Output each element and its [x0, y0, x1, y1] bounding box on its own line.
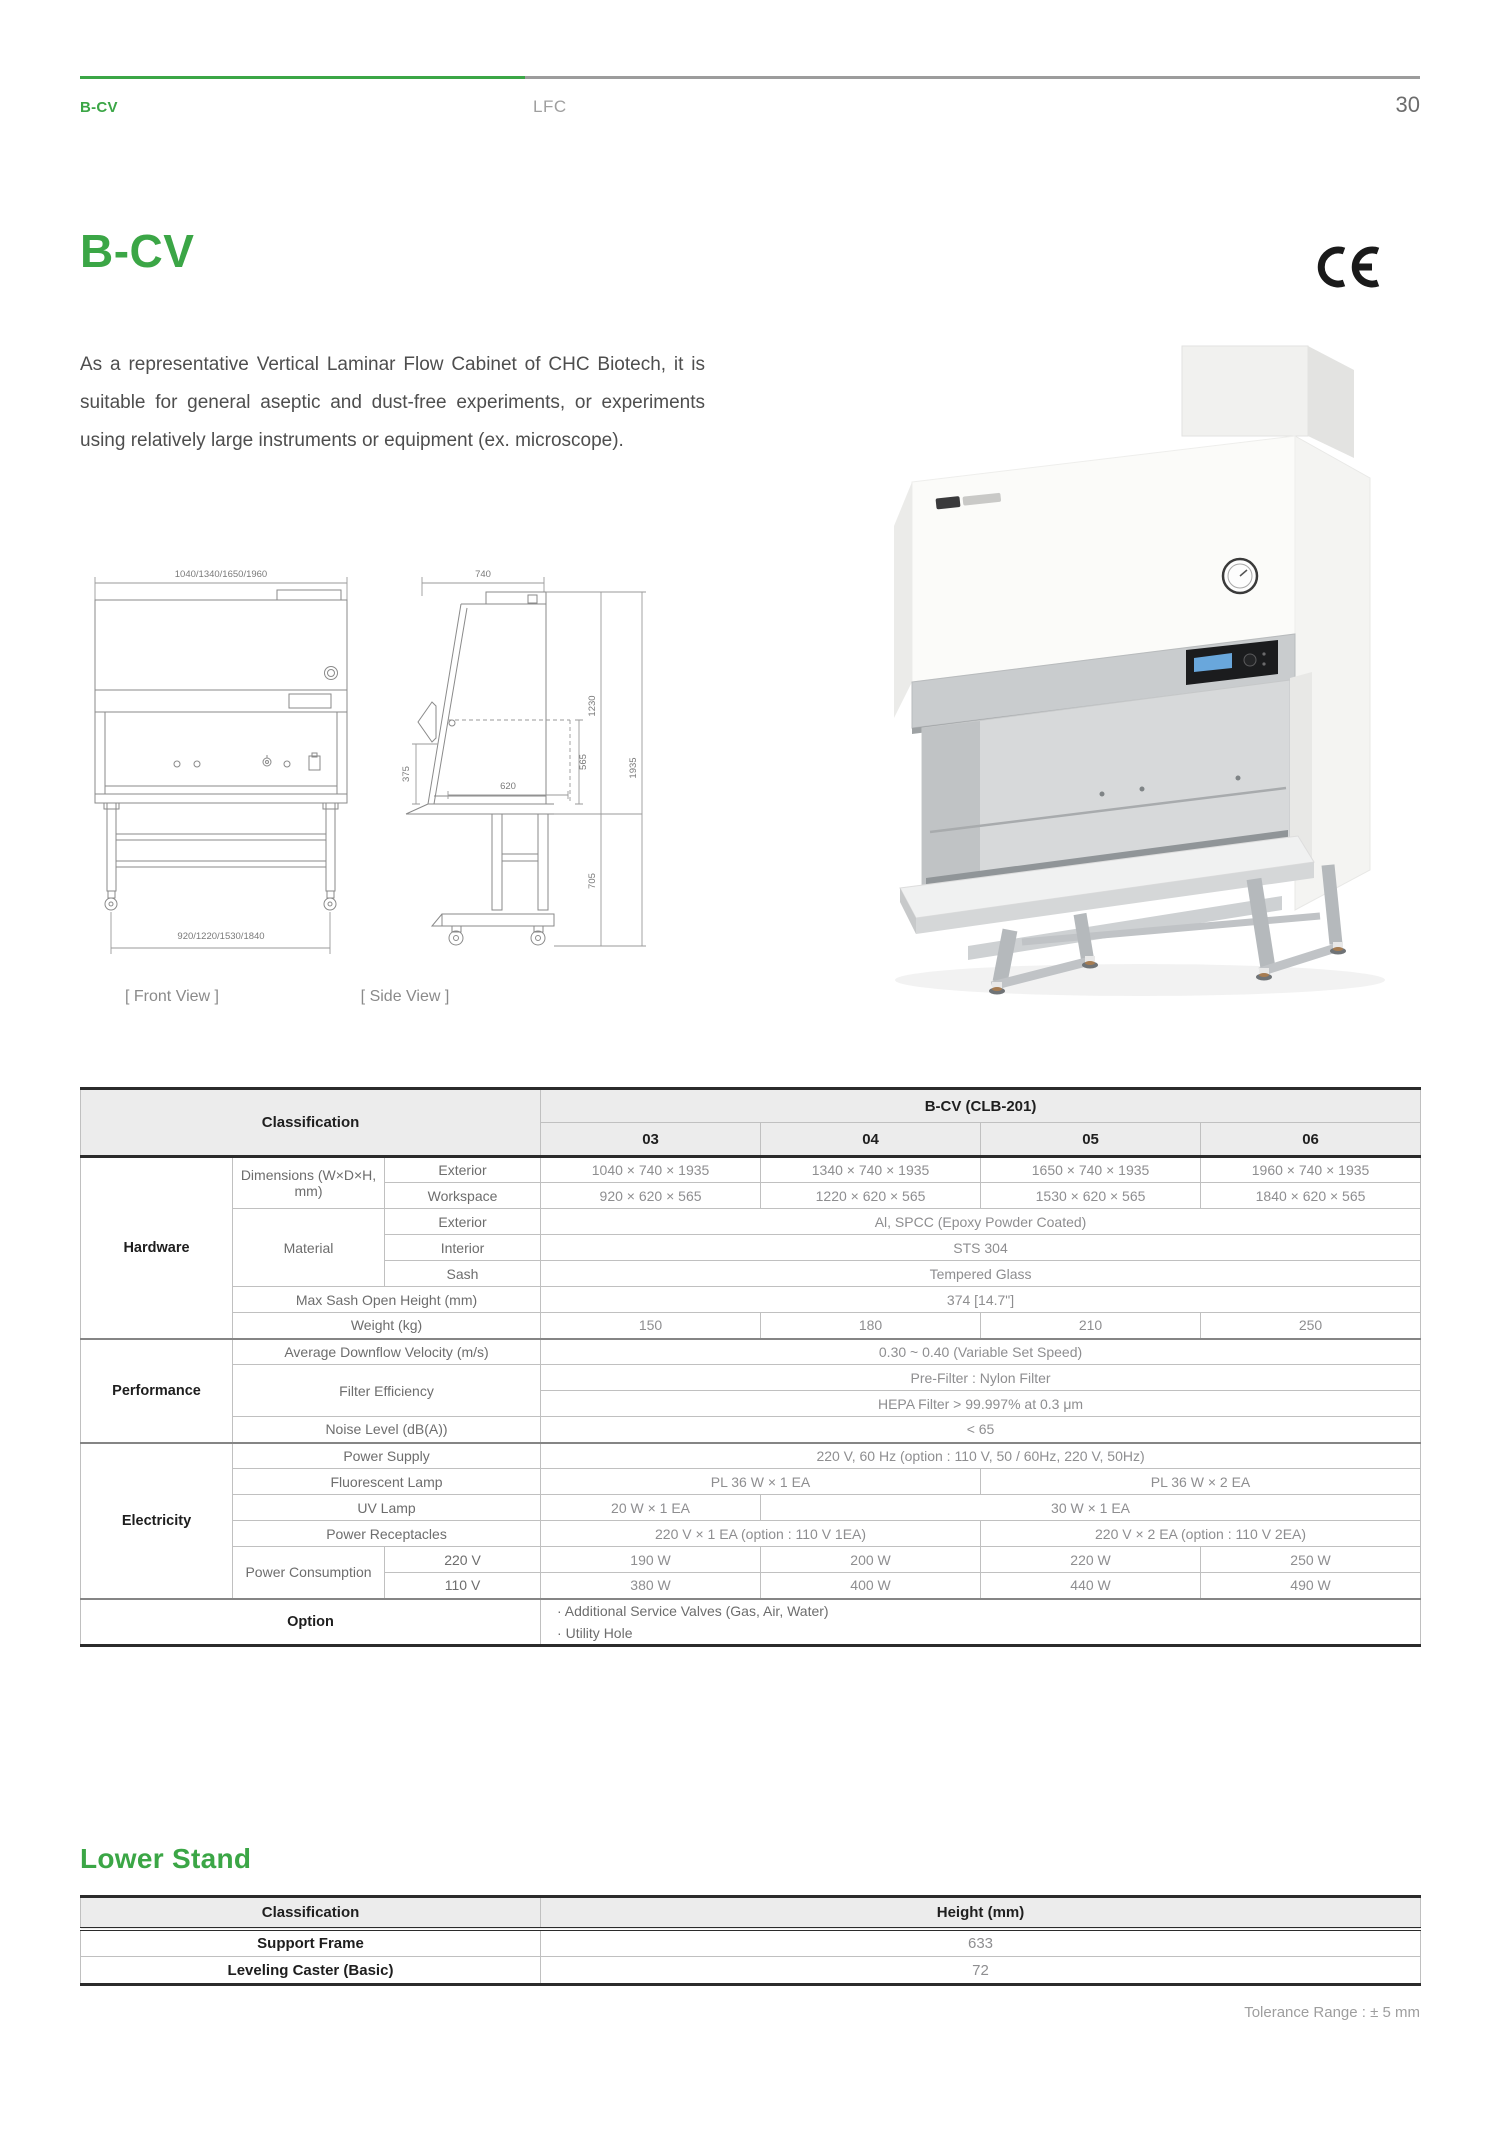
spec-value: STS 304 [541, 1235, 1421, 1261]
spec-sublabel: 220 V [385, 1547, 541, 1573]
front-view-drawing [85, 556, 355, 981]
spec-label: Average Downflow Velocity (m/s) [233, 1339, 541, 1365]
spec-value: 180 [761, 1313, 981, 1339]
spec-value: 250 W [1201, 1547, 1421, 1573]
spec-value: 440 W [981, 1573, 1201, 1599]
spec-value: 1220 × 620 × 565 [761, 1183, 981, 1209]
header-rule-gray [525, 76, 1420, 79]
spec-value: PL 36 W × 1 EA [541, 1469, 981, 1495]
spec-value: 1960 × 740 × 1935 [1201, 1157, 1421, 1183]
side-view-label: [ Side View ] [360, 988, 450, 1005]
spec-value: 380 W [541, 1573, 761, 1599]
spec-value: 200 W [761, 1547, 981, 1573]
lower-stand-title: Lower Stand [80, 1843, 252, 1874]
spec-value: Al, SPCC (Epoxy Powder Coated) [541, 1209, 1421, 1235]
classification-header: Classification [81, 1089, 541, 1157]
dimension-label: 1230 [587, 695, 598, 717]
spec-value: < 65 [541, 1417, 1421, 1443]
dimension-label: 705 [587, 873, 598, 889]
col-header-06: 06 [1201, 1123, 1421, 1157]
spec-value: 220 V, 60 Hz (option : 110 V, 50 / 60Hz, 220 V, 50Hz) [541, 1443, 1421, 1469]
option-values [541, 1599, 1421, 1646]
dimension-label: 920/1220/1530/1840 [177, 931, 265, 942]
spec-label: Power Receptacles [233, 1521, 541, 1547]
table-row [81, 1929, 1421, 1957]
dimension-label: 1040/1340/1650/1960 [174, 569, 268, 580]
spec-value: 190 W [541, 1547, 761, 1573]
col-header-05: 05 [981, 1123, 1201, 1157]
option-label: Option [81, 1599, 541, 1646]
spec-value: 400 W [761, 1573, 981, 1599]
spec-value: Pre-Filter : Nylon Filter [541, 1365, 1421, 1391]
group-electricity: Electricity [81, 1443, 233, 1599]
lower-row-value: 633 [541, 1929, 1421, 1957]
spec-sublabel: Workspace [385, 1183, 541, 1209]
spec-label: Power Consumption [233, 1547, 385, 1599]
spec-sublabel: Exterior [385, 1157, 541, 1183]
dimension-label: 740 [475, 569, 491, 580]
option-line: · Utility Hole [557, 1624, 633, 1641]
group-performance: Performance [81, 1339, 233, 1443]
header-doc-label: B-CV [80, 99, 118, 116]
spec-value: 1530 × 620 × 565 [981, 1183, 1201, 1209]
spec-value: 0.30 ~ 0.40 (Variable Set Speed) [541, 1339, 1421, 1365]
spec-label: Material [233, 1209, 385, 1287]
spec-value: 1840 × 620 × 565 [1201, 1183, 1421, 1209]
spec-value: Tempered Glass [541, 1261, 1421, 1287]
spec-label: UV Lamp [233, 1495, 541, 1521]
tolerance-note: Tolerance Range : ± 5 mm [1244, 2004, 1420, 2021]
spec-label: Power Supply [233, 1443, 541, 1469]
spec-table [80, 1087, 1421, 1647]
spec-label: Fluorescent Lamp [233, 1469, 541, 1495]
spec-value: 250 [1201, 1313, 1421, 1339]
spec-value: 220 V × 2 EA (option : 110 V 2EA) [981, 1521, 1421, 1547]
product-photo [850, 330, 1410, 1015]
col-header-04: 04 [761, 1123, 981, 1157]
dimension-label: 565 [578, 754, 589, 770]
header-rule-green [80, 76, 525, 79]
lower-stand-table [80, 1895, 1421, 1986]
lower-row-label: Support Frame [81, 1929, 541, 1957]
lower-stand-table-container [80, 1895, 1421, 1986]
spec-sublabel: Interior [385, 1235, 541, 1261]
spec-sublabel: Sash [385, 1261, 541, 1287]
header-section-label: LFC [533, 97, 567, 116]
product-header: B-CV (CLB-201) [541, 1089, 1421, 1123]
spec-value: 30 W × 1 EA [761, 1495, 1421, 1521]
spec-value: 220 W [981, 1547, 1201, 1573]
spec-value: 1040 × 740 × 1935 [541, 1157, 761, 1183]
group-hardware: Hardware [81, 1157, 233, 1339]
page-number: 30 [1395, 92, 1420, 117]
lower-row-value: 72 [541, 1957, 1421, 1985]
lower-classification-header: Classification [81, 1897, 541, 1929]
spec-value: 150 [541, 1313, 761, 1339]
spec-label: Max Sash Open Height (mm) [233, 1287, 541, 1313]
spec-table-container [80, 1087, 1421, 1647]
table-row [81, 1957, 1421, 1985]
page-title: B-CV [80, 225, 195, 277]
spec-value: PL 36 W × 2 EA [981, 1469, 1421, 1495]
spec-value: 1340 × 740 × 1935 [761, 1157, 981, 1183]
spec-value: 20 W × 1 EA [541, 1495, 761, 1521]
dimension-label: 375 [401, 766, 412, 782]
spec-sublabel: Exterior [385, 1209, 541, 1235]
ce-mark-icon [1316, 244, 1382, 295]
lower-height-header: Height (mm) [541, 1897, 1421, 1929]
dimension-label: 1935 [628, 757, 639, 779]
spec-sublabel: 110 V [385, 1573, 541, 1599]
dimension-label: 620 [500, 781, 516, 792]
spec-label: Filter Efficiency [233, 1365, 541, 1417]
lower-row-label: Leveling Caster (Basic) [81, 1957, 541, 1985]
spec-value: 210 [981, 1313, 1201, 1339]
spec-label: Noise Level (dB(A)) [233, 1417, 541, 1443]
front-view-label: [ Front View ] [125, 988, 219, 1005]
spec-value: 374 [14.7"] [541, 1287, 1421, 1313]
spec-value: HEPA Filter > 99.997% at 0.3 μm [541, 1391, 1421, 1417]
spec-value: 490 W [1201, 1573, 1421, 1599]
product-description: As a representative Vertical Laminar Flow Cabinet of CHC Biotech, it is suitable for general aseptic and dust-free experiments, or experiments using relatively large instruments or equipment (ex. microscope). [80, 354, 705, 451]
spec-value: 920 × 620 × 565 [541, 1183, 761, 1209]
side-view-drawing [358, 556, 668, 981]
spec-label: Dimensions (W×D×H, mm) [233, 1157, 385, 1209]
option-line: · Additional Service Valves (Gas, Air, Water) [557, 1602, 829, 1619]
spec-label: Weight (kg) [233, 1313, 541, 1339]
col-header-03: 03 [541, 1123, 761, 1157]
spec-value: 1650 × 740 × 1935 [981, 1157, 1201, 1183]
spec-value: 220 V × 1 EA (option : 110 V 1EA) [541, 1521, 981, 1547]
